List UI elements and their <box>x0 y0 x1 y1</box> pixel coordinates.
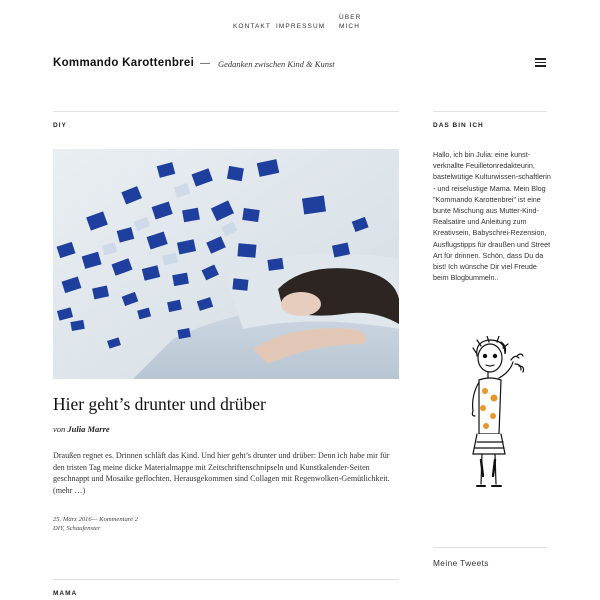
tag-link-diy[interactable]: DIY <box>53 525 64 532</box>
post-divider <box>53 579 399 580</box>
tag-link-schaufenster[interactable]: Schaufenster <box>66 525 101 532</box>
site-tagline: Gedanken zwischen Kind & Kunst <box>218 59 335 69</box>
sidebar-tweets-title: Meine Tweets <box>433 558 489 568</box>
hamburger-menu-icon[interactable] <box>535 57 547 67</box>
author-doodle-image <box>455 336 530 496</box>
read-more-link[interactable]: (mehr …) <box>53 485 86 495</box>
post-featured-image[interactable] <box>53 149 399 379</box>
next-post-category-label[interactable]: MAMA <box>53 590 78 597</box>
title-separator: — <box>200 58 210 69</box>
nav-link-ueber-mich[interactable]: ÜBER MICH <box>339 14 362 30</box>
byline-prefix: von <box>53 424 66 434</box>
nav-link-kontakt[interactable]: KONTAKT <box>233 23 271 30</box>
sidebar-about-title: DAS BIN ICH <box>433 122 484 129</box>
post-excerpt-text: Draußen regnet es. Drinnen schläft das Kind. Und hier geht’s drunter und drüber: Denn ich habe mir für den tristen Tag meine dicke Materialmappe mit Zeitschriftenschnipseln und Kunstkalender-Seiten geschnappt und Mosaike geflochten. Herausgekommen sind Collagen mit Regenwolken-Gemütlichkeit. <box>53 451 390 484</box>
nav-link-impressum[interactable]: IMPRESSUM <box>276 23 326 30</box>
post-title[interactable]: Hier geht’s drunter und drüber <box>53 394 266 414</box>
post-byline <box>53 424 110 434</box>
post-comments-link[interactable]: Kommentare 2 <box>99 516 138 523</box>
post-author-link[interactable]: Julia Marre <box>67 424 110 434</box>
sidebar-divider <box>433 547 547 548</box>
post-category-label[interactable]: DIY <box>53 122 67 129</box>
sidebar-divider <box>433 111 547 112</box>
post-date-link[interactable]: 25. März 2016 <box>53 516 92 523</box>
post-meta: 25. März 2016— Kommentare 2 DIY, Schaufenster <box>53 516 138 532</box>
top-navigation <box>0 13 600 33</box>
post-excerpt <box>53 450 399 496</box>
post-divider <box>53 111 399 112</box>
site-title[interactable]: Kommando Karottenbrei <box>53 57 195 69</box>
sidebar-about-text: Hallo, ich bin Julia: eine kunst-verknallte Feuilletonredakteurin, bastelwütige Kulturwissen-schaftlerin - und reiselustige Mama. Mein Blog "Kommando Karottenbrei" ist eine bunte Mischung aus Mutter-Kind-Realsatire und Anleitung zum Kreativsein, Babyschrei-Rezension, Ausflugstipps für draußen und Street Art für drinnen. Schön, dass Du da bist! Ich wünsche Dir viel Freude beim Blogbummeln.. <box>433 150 551 283</box>
